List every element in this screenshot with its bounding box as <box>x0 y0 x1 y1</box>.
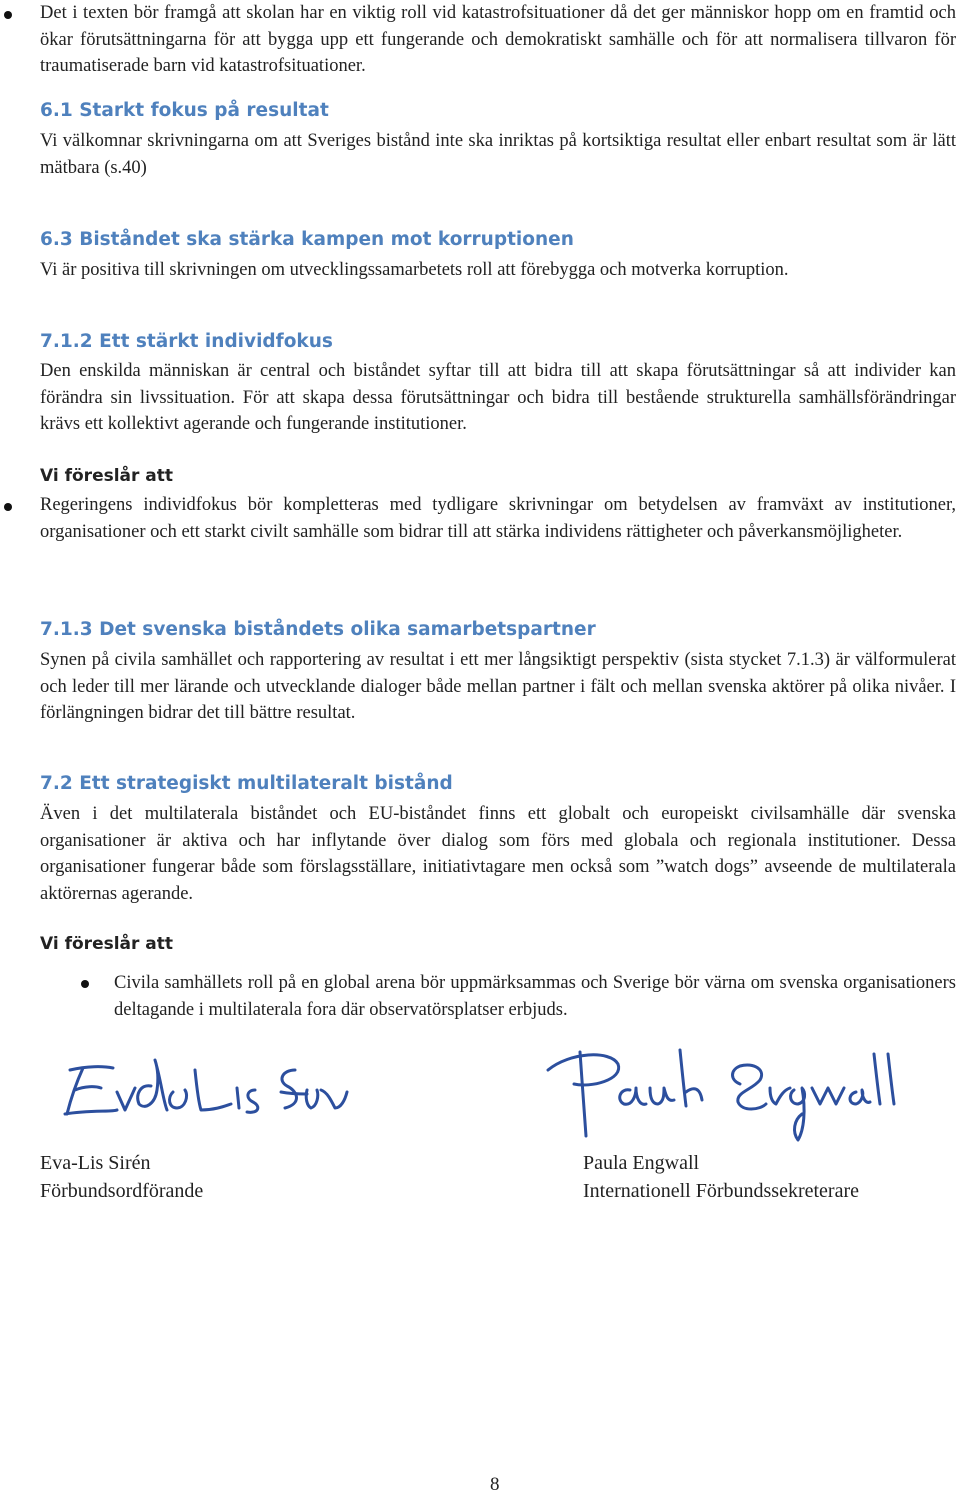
bullet-icon <box>4 503 12 511</box>
proposal-lead-7-1-2: Vi föreslår att <box>40 466 174 486</box>
section-heading-6-1: 6.1 Starkt fokus på resultat <box>40 100 329 121</box>
signatory-title-1: Förbundsordförande <box>40 1180 204 1202</box>
page-number: 8 <box>490 1474 500 1495</box>
section-heading-7-1-3: 7.1.3 Det svenska biståndets olika samarbetspartner <box>40 619 596 640</box>
signature-eva-lis-siren <box>55 1050 355 1130</box>
bullet-icon <box>4 11 12 19</box>
proposal-text-7-2: Civila samhällets roll på en global arena bör uppmärksammas och Sverige bör värna om svenska organisationers deltagande i multilaterala fora där observatörsplatser erbjuds. <box>114 973 956 1020</box>
section-body-6-3: Vi är positiva till skrivningen om utvecklingssamarbetets roll att förebygga och motverka korruption. <box>40 260 789 280</box>
signatory-name-1: Eva-Lis Sirén <box>40 1152 151 1174</box>
section-body-7-1-3: Synen på civila samhället och rapportering av resultat i ett mer långsiktigt perspektiv (sista stycket 7.1.3) är välformulerat och leder till mer lärande och utvecklande dialoger både mellan partner i fält och mellan svenska aktörer på olika nivåer. I förlängningen bidrar det till bättre resultat. <box>40 650 956 723</box>
section-body-7-2: Även i det multilaterala biståndet och EU-biståndet finns ett globalt och europeiskt civilsamhälle där svenska organisationer är aktiva och har inflytande över dialog som förs med globala och regionala institutioner. Dessa organisationer fungerar både som förslagsställare, initiativtagare men också som ”watch dogs” avseende de multilaterala aktörernas agerande. <box>40 804 956 904</box>
intro-bullet-text: Det i texten bör framgå att skolan har en viktig roll vid katastrofsituationer då det ger människor hopp om en framtid och ökar förutsättningarna för att bygga upp ett fungerande och demokratiskt samhälle och för att normalisera tillvaron för traumatiserade barn vid katastrofsituationer. <box>40 3 956 76</box>
proposal-lead-7-2: Vi föreslår att <box>40 934 174 954</box>
section-body-7-1-2: Den enskilda människan är central och biståndet syftar till att bidra till att skapa förutsättningar så att individer kan förändra sin livssituation. För att skapa dessa förutsättningar och bidra till bestående strukturella samhällsförändringar krävs ett kollektivt agerande och fungerande institutioner. <box>40 361 956 434</box>
signature-paula-engwall <box>540 1040 900 1150</box>
section-heading-7-1-2: 7.1.2 Ett stärkt individfokus <box>40 331 333 352</box>
signatory-name-2: Paula Engwall <box>583 1152 700 1174</box>
bullet-icon <box>81 980 89 988</box>
signatory-title-2: Internationell Förbundssekreterare <box>583 1180 860 1202</box>
section-heading-6-3: 6.3 Biståndet ska stärka kampen mot korruptionen <box>40 229 574 250</box>
section-heading-7-2: 7.2 Ett strategiskt multilateralt bistånd <box>40 773 453 794</box>
section-body-6-1: Vi välkomnar skrivningarna om att Sveriges bistånd inte ska inriktas på kortsiktiga resultat eller enbart resultat som är lätt mätbara (s.40) <box>40 131 956 178</box>
proposal-text-7-1-2: Regeringens individfokus bör kompletteras med tydligare skrivningar om betydelsen av framväxt av institutioner, organisationer och ett starkt civilt samhälle som bidrar till att stärka individens rättigheter och påverkansmöjligheter. <box>40 495 956 542</box>
